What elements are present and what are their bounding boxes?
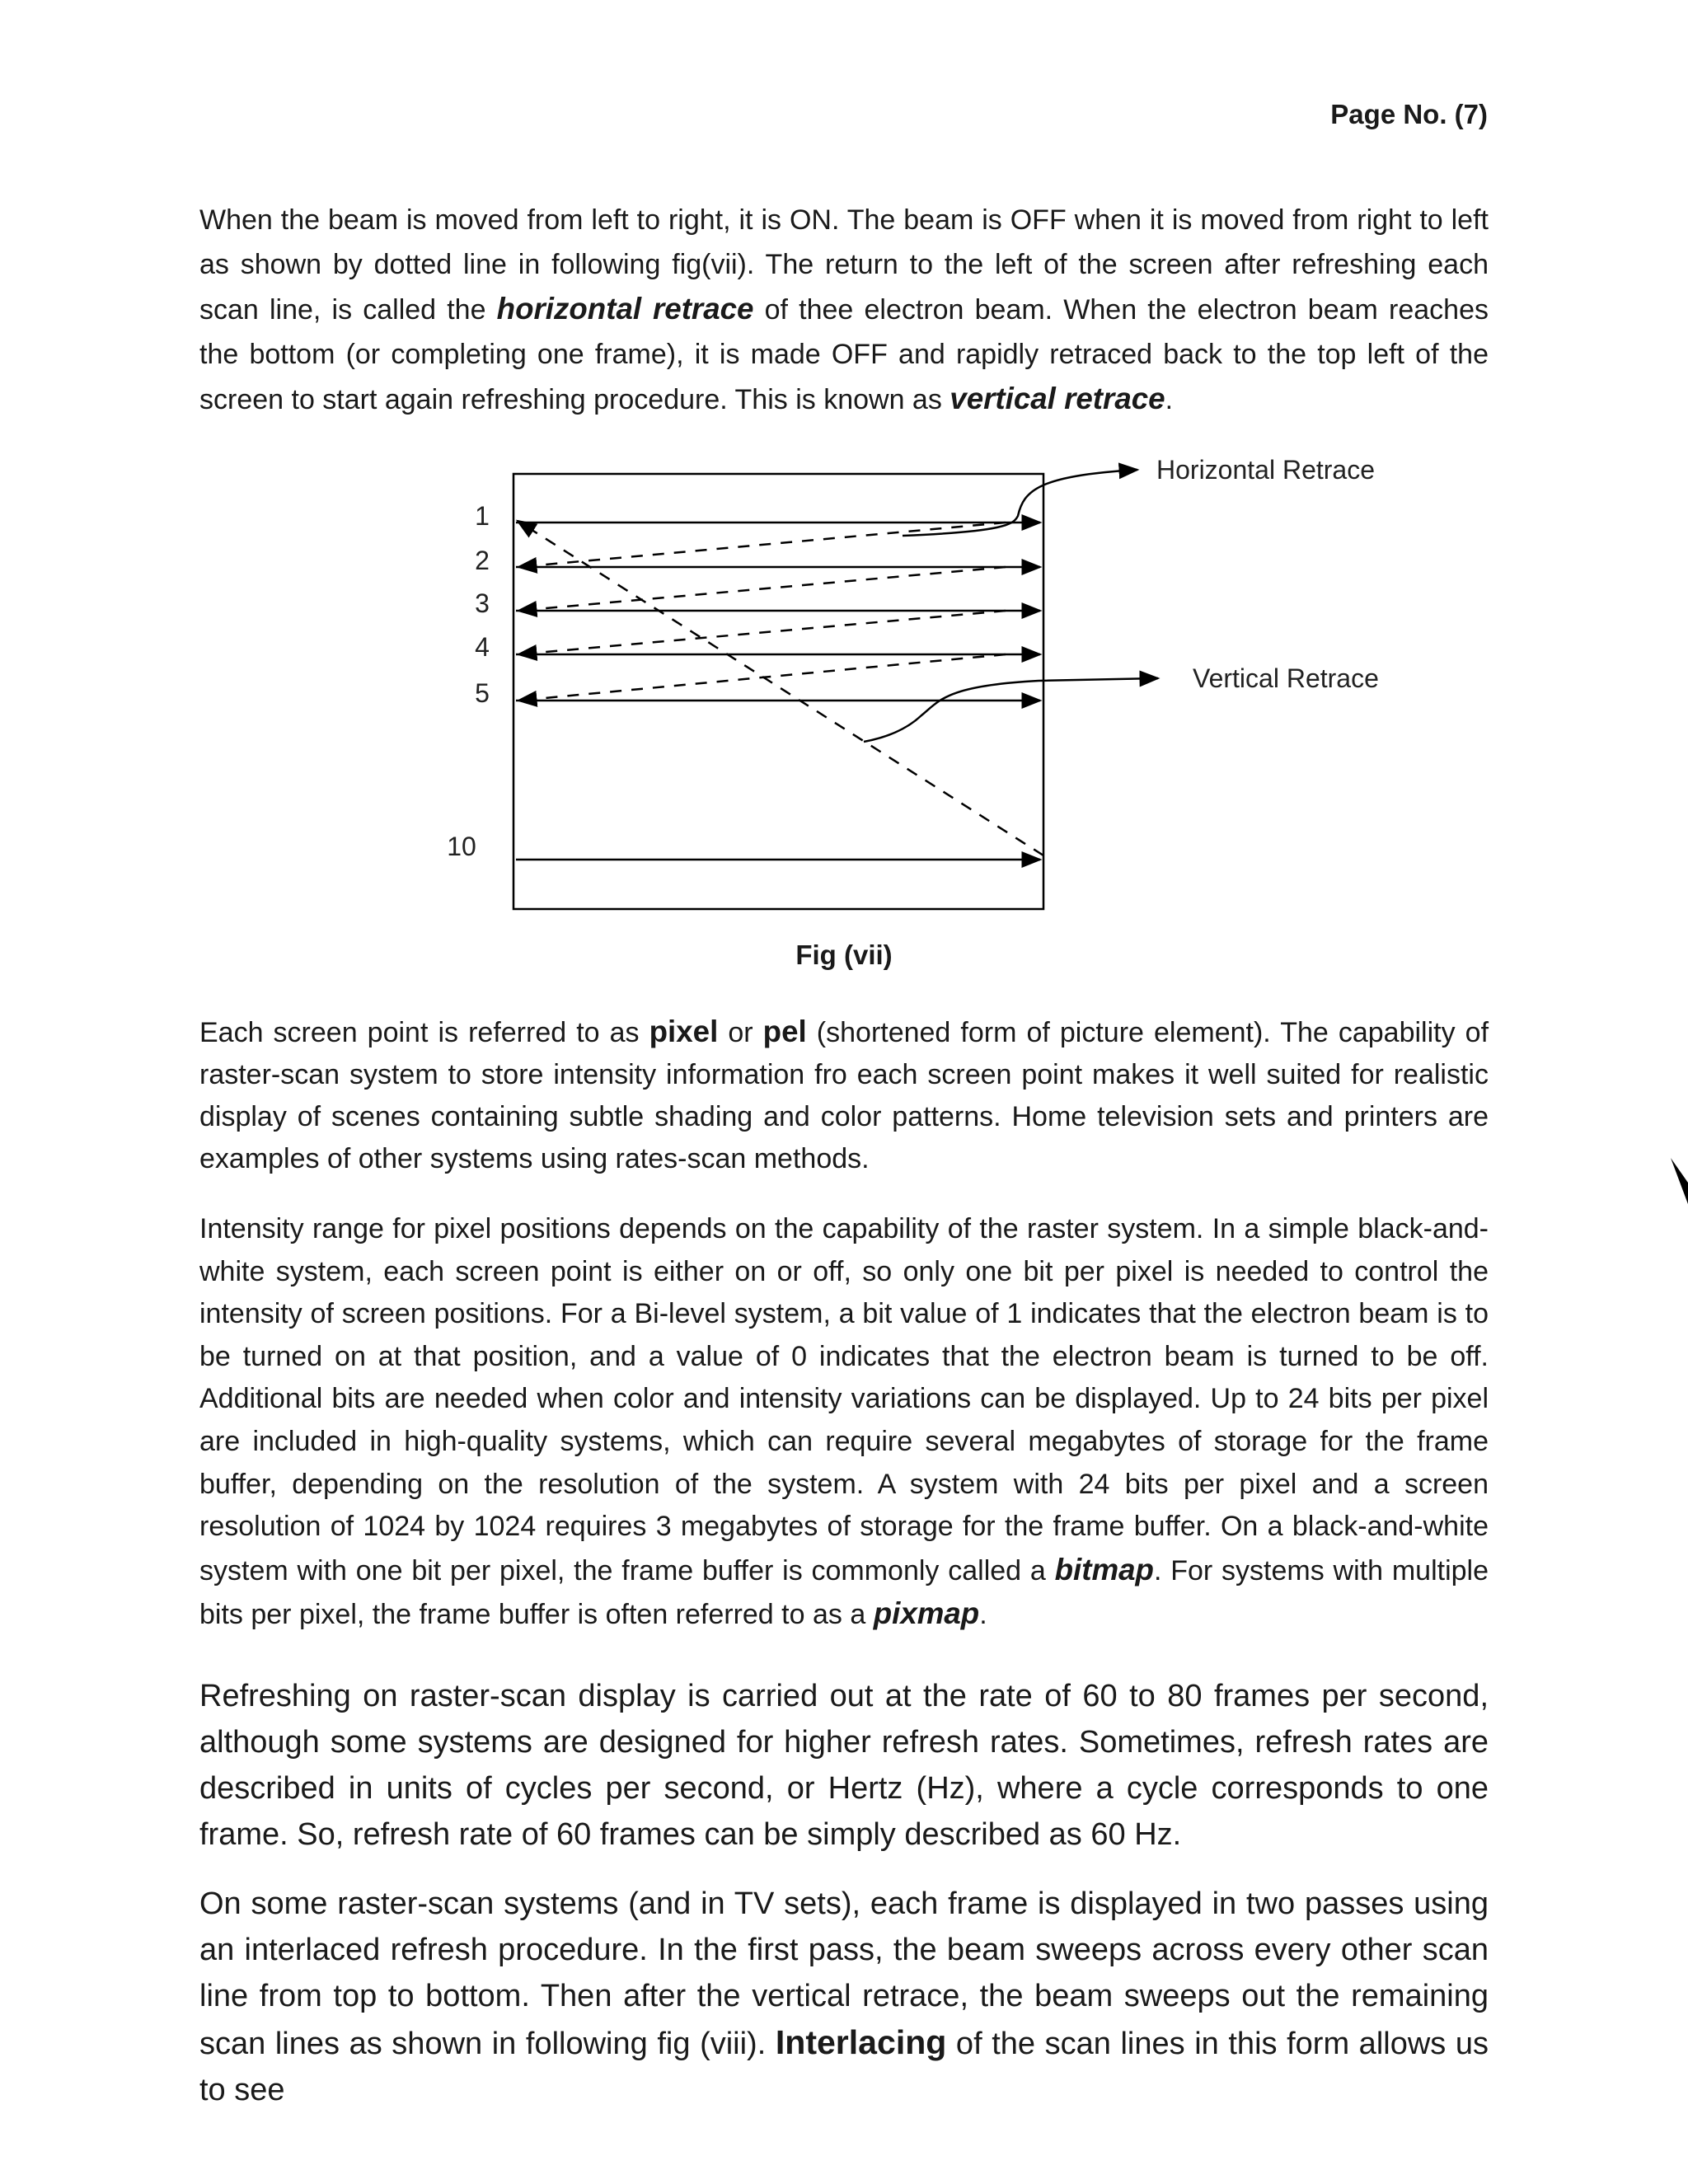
paragraph-beam-retrace: When the beam is moved from left to right, it is ON. The beam is OFF when it is moved from right to left as shown by dotted line in following fig(vii). The return to the left of the screen after refreshing each scan line, is called the horizontal retrace of thee electron beam. When the electron beam reaches the bottom (or completing one frame), it is made OFF and rapidly retraced back to the top left of the screen to start again refreshing procedure. This is known as vertical retrace. [199,204,1489,415]
paragraph-refresh-rate: Refreshing on raster-scan display is carried out at the rate of 60 to 80 frames per second, although some systems are designed for higher refresh rates. Sometimes, refresh rates are described in units of cycles per second, or Hertz (Hz), where a cycle corresponds to one frame. So, refresh rate of 60 frames can be simply described as 60 Hz. [199,1679,1489,1852]
term-bitmap: bitmap [1054,1552,1154,1586]
line-label-4: 4 [475,632,490,662]
term-vertical-retrace: vertical retrace [950,382,1165,415]
term-horizontal-retrace: horizontal retrace [496,292,754,326]
term-pixel: pixel [649,1015,719,1048]
horizontal-retrace-label: Horizontal Retrace [1156,455,1375,485]
paragraph-pixel: Each screen point is referred to as pixel or pel (shortened form of picture element). The capability of raster-scan system to store intensity information fro each screen point makes it well suited for realistic display of scenes containing subtle shading and color patterns. Home television sets and printers are examples of other systems using rates-scan methods. [199,1015,1489,1174]
line-numbers [447,501,490,861]
term-interlacing: Interlacing [775,2023,947,2061]
vertical-retrace-pointer [864,678,1158,742]
term-pel: pel [762,1015,807,1048]
line-label-10: 10 [447,832,476,861]
paragraph-interlacing: On some raster-scan systems (and in TV sets), each frame is displayed in two passes using an interlaced refresh procedure. In the first pass, the beam sweeps across every other scan line from top to bottom. Then after the vertical retrace, the beam sweeps out the remaining scan lines as shown in following fig (viii). Interlacing of the scan lines in this form allows us to see [199,1886,1489,2107]
vertical-retrace-line [518,521,1043,855]
line-label-2: 2 [475,546,490,575]
vertical-retrace-label: Vertical Retrace [1193,663,1379,693]
line-label-3: 3 [475,588,490,618]
page-number: Page No. (7) [1330,99,1488,129]
paragraph-intensity: Intensity range for pixel positions depends on the capability of the raster system. In a simple black-and-white system, each screen point is either on or off, so only one bit per pixel is needed to control the intensity of screen positions. For a Bi-level system, a bit value of 1 indicates that the electron beam is to be turned on at that position, and a value of 0 indicates that the electron beam is turned to be off. Additional bits are needed when color and intensity variations can be displayed. Up to 24 bits per pixel are included in high-quality systems, which can require several megabytes of storage for the frame buffer, depending on the resolution of the system. A system with 24 bits per pixel and a screen resolution of 1024 by 1024 requires 3 megabytes of storage for the frame buffer. On a black-and-white system with one bit per pixel, the frame buffer is commonly called a bitmap. For systems with multiple bits per pixel, the frame buffer is often referred to as a pixmap. [199,1213,1489,1631]
edge-arrow-icon [1669,1158,1688,1204]
horizontal-retrace-pointer [903,470,1137,536]
line-label-5: 5 [475,678,490,708]
figure-caption: Fig (vii) [795,940,893,970]
line-label-1: 1 [475,501,490,531]
term-pixmap: pixmap [873,1596,980,1631]
raster-scan-figure [412,453,1451,931]
